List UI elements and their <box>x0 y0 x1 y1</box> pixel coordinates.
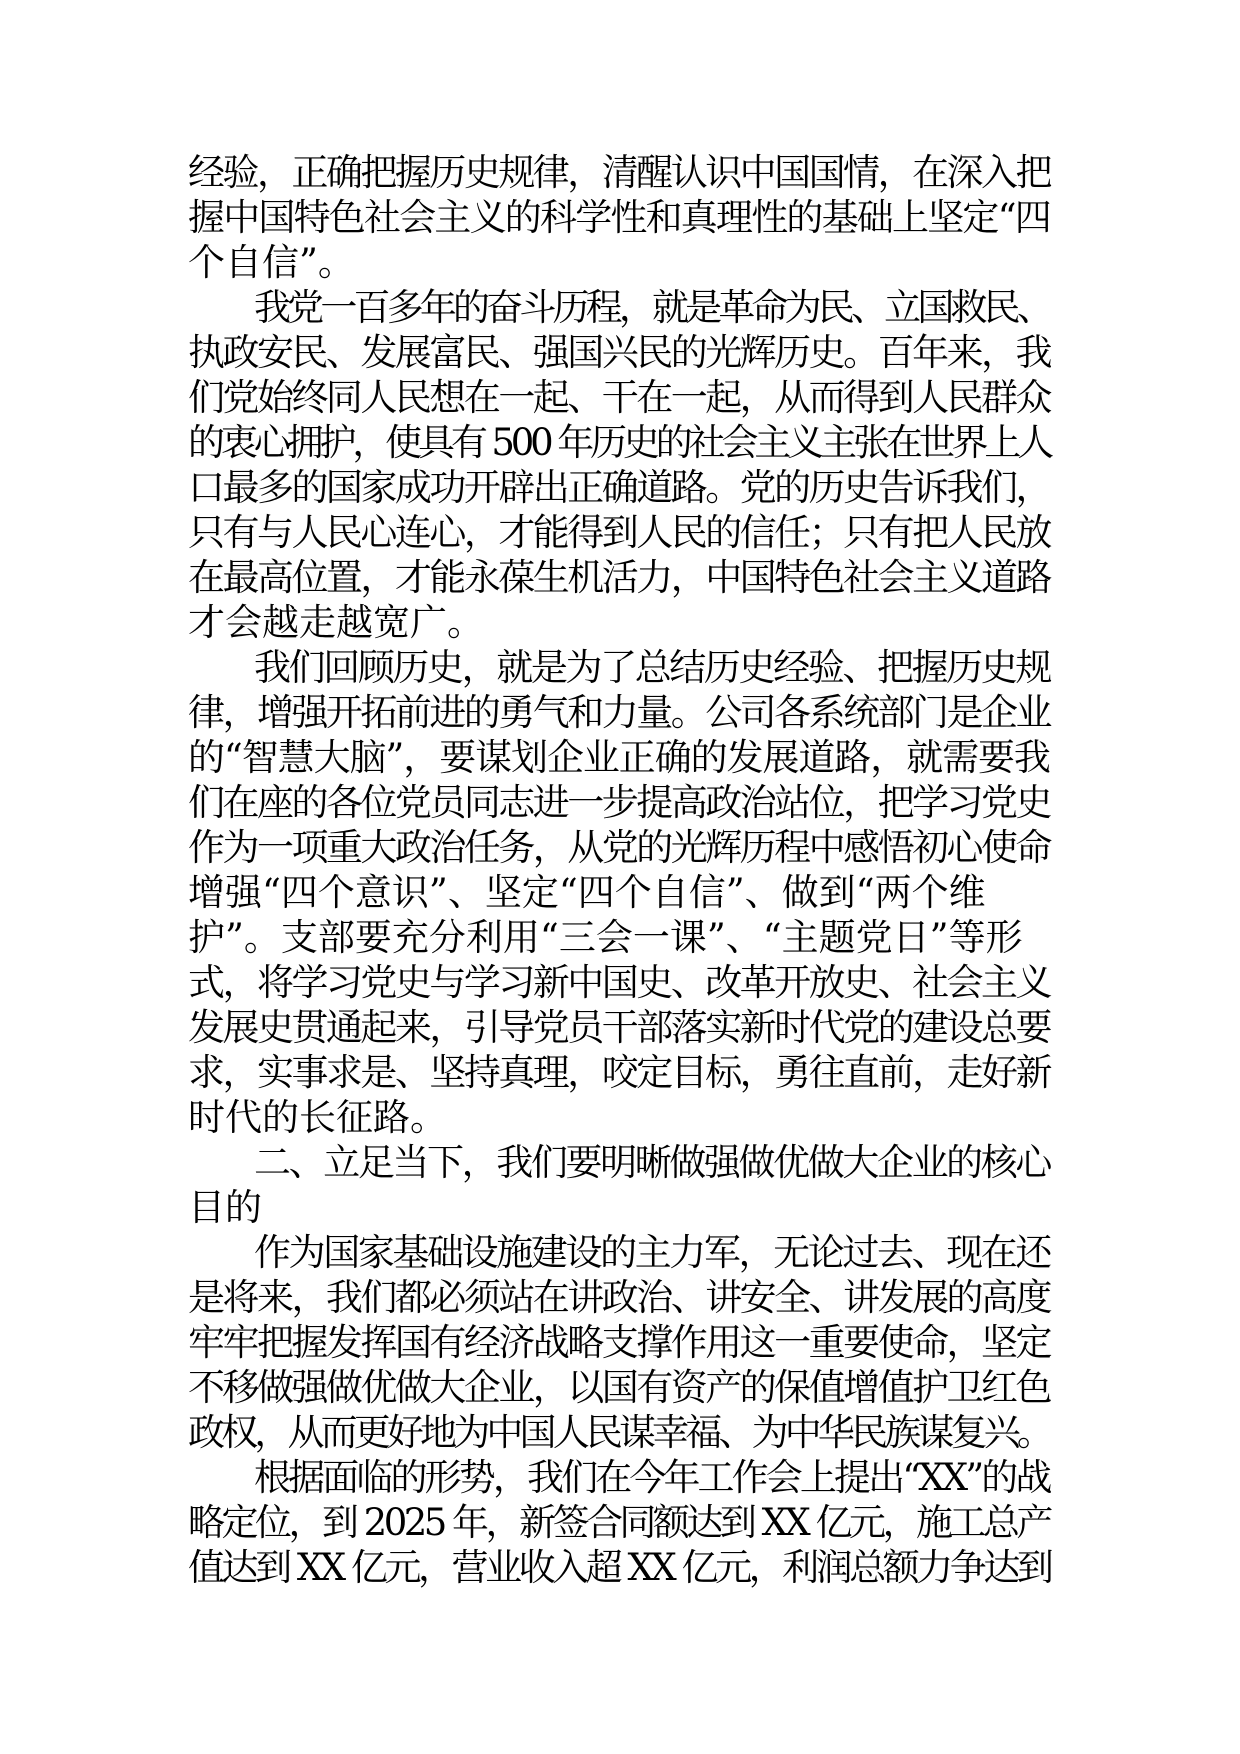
text-line: 值达到 XX 亿元，营业收入超 XX 亿元，利润总额力争达到 <box>188 1546 1051 1589</box>
text-line: 牢牢把握发挥国有经济战略支撑作用这一重要使命，坚定 <box>188 1321 1050 1364</box>
text-line: 经验，正确把握历史规律，清醒认识中国国情，在深入把 <box>188 151 1050 194</box>
document-body <box>188 150 1050 1590</box>
text-line: 握中国特色社会主义的科学性和真理性的基础上坚定“四 <box>188 196 1050 239</box>
text-line: 式，将学习党史与学习新中国史、改革开放史、社会主义 <box>188 961 1050 1004</box>
text-line: 们在座的各位党员同志进一步提高政治站位，把学习党史 <box>188 781 1050 824</box>
paragraph-first-line: 根据面临的形势，我们在今年工作会上提出“XX”的战 <box>254 1456 1050 1499</box>
text-line: 略定位，到 2025 年，新签合同额达到 XX 亿元，施工总产 <box>188 1501 1050 1544</box>
text-line: 律，增强开拓前进的勇气和力量。公司各系统部门是企业 <box>188 691 1050 734</box>
section-heading: 二、立足当下，我们要明晰做强做优做大企业的核心 <box>254 1141 1050 1184</box>
text-line: 们党始终同人民想在一起、干在一起，从而得到人民群众 <box>188 376 1050 419</box>
text-line: 时代的长征路。 <box>188 1096 447 1139</box>
text-line: 才会越走越宽广。 <box>188 601 484 644</box>
text-line: 不移做强做优做大企业，以国有资产的保值增值护卫红色 <box>188 1366 1050 1409</box>
text-line: 的“智慧大脑”，要谋划企业正确的发展道路，就需要我 <box>188 736 1050 779</box>
text-line: 政权，从而更好地为中国人民谋幸福、为中华民族谋复兴。 <box>188 1411 1050 1454</box>
paragraph-first-line: 我们回顾历史，就是为了总结历史经验、把握历史规 <box>254 646 1050 689</box>
text-line: 是将来，我们都必须站在讲政治、讲安全、讲发展的高度 <box>188 1276 1050 1319</box>
paragraph-first-line: 我党一百多年的奋斗历程，就是革命为民、立国救民、 <box>254 286 1050 329</box>
text-line: 在最高位置，才能永葆生机活力，中国特色社会主义道路 <box>188 556 1050 599</box>
paragraph-first-line: 作为国家基础设施建设的主力军，无论过去、现在还 <box>254 1231 1050 1274</box>
text-line: 个自信”。 <box>188 241 355 284</box>
text-line: 的衷心拥护，使具有 500 年历史的社会主义主张在世界上人 <box>188 421 1051 464</box>
text-line: 只有与人民心连心，才能得到人民的信任；只有把人民放 <box>188 511 1050 554</box>
text-line: 护”。支部要充分利用“三会一课”、“主题党日”等形 <box>188 916 1023 959</box>
text-line: 口最多的国家成功开辟出正确道路。党的历史告诉我们， <box>188 466 1050 509</box>
text-line: 增强“四个意识”、坚定“四个自信”、做到“两个维 <box>188 871 986 914</box>
text-line: 求，实事求是、坚持真理，咬定目标，勇往直前，走好新 <box>188 1051 1050 1094</box>
text-line: 发展史贯通起来，引导党员干部落实新时代党的建设总要 <box>188 1006 1050 1049</box>
text-line: 作为一项重大政治任务，从党的光辉历程中感悟初心使命 <box>188 826 1050 869</box>
section-heading-continued: 目的 <box>188 1186 262 1229</box>
text-line: 执政安民、发展富民、强国兴民的光辉历史。百年来，我 <box>188 331 1050 374</box>
